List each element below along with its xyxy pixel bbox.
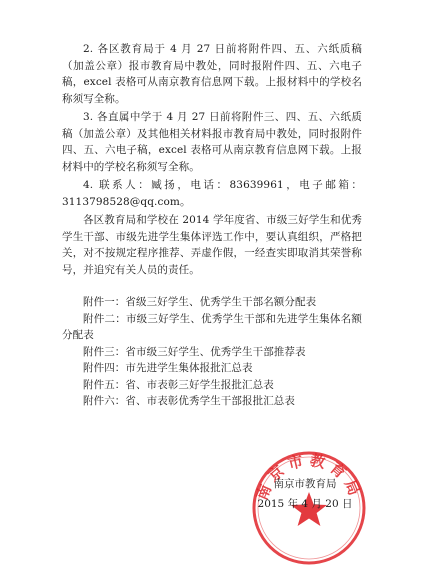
paragraph-contact: 4. 联系人：臧扬，电话：83639961，电子邮箱：3113798528@qq.com。 — [62, 179, 362, 208]
document-body — [62, 0, 362, 410]
attachment-item-6: 附件六：省、市表彰优秀学生干部报批汇总表 — [83, 395, 295, 407]
attachment-item-1: 附件一：省级三好学生、优秀学生干部名额分配表 — [83, 296, 317, 308]
signature-block — [240, 474, 370, 514]
attachment-item-3: 附件三：省市级三好学生、优秀学生干部推荐表 — [83, 345, 306, 358]
attachment-item-2: 附件二：市级三好学生、优秀学生干部和先进学生集体名额分配表 — [62, 312, 362, 341]
paragraph-item-2: 2. 各区教育局于 4 月 27 日前将附件四、五、六纸质稿（加盖公章）报市教育局中教处，同时报附件四、五、六电子稿，excel 表格可从南京教育信息网下载。上报材料中的学校名称须写全称。 — [62, 43, 362, 105]
paragraph-item-3: 3. 各直属中学于 4 月 27 日前将附件三、四、五、六纸质稿（加盖公章）及其他相关材料报市教育局中教处，同时报附件四、五、六电子稿，excel 表格可从南京教育信息网下载。上报材料中的学校名称须写全称。 — [62, 111, 362, 173]
signature-date: 2015 年 4 月 20 日 — [257, 498, 353, 510]
attachment-item-5: 附件五：省、市表彰三好学生报批汇总表 — [83, 378, 274, 391]
attachment-item-4: 附件四：市先进学生集体报批汇总表 — [83, 362, 253, 374]
paragraph-requirements: 各区教育局和学校在 2014 学年度省、市级三好学生和优秀学生干部、市级先进学生集体评选工作中，要认真组织，严格把关，对不按规定程序推荐、弄虚作假，一经查实即取消其荣誉称号，并追究有关人员的责任。 — [62, 214, 362, 276]
signature-org: 南京市教育局 — [273, 478, 337, 490]
seal-lettering: 南京市教育局 — [252, 451, 366, 503]
attachment-list — [62, 294, 362, 410]
